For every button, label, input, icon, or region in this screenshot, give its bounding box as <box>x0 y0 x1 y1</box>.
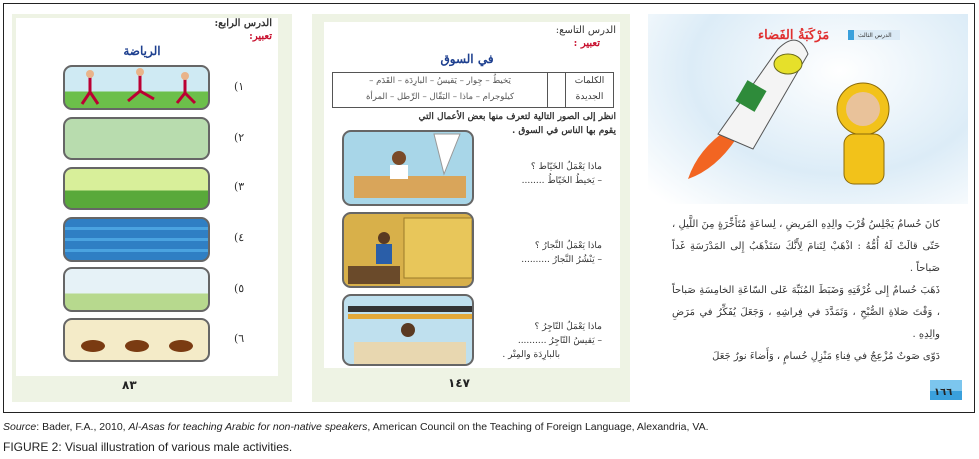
middle-page-title: في السوق <box>440 52 494 66</box>
source-title: Al-Asas for teaching Arabic for non-native speakers <box>128 421 368 433</box>
answer-merchant: – يَقيسُ التّاجِرُ .......... <box>517 336 602 346</box>
middle-textbook-page <box>312 14 630 402</box>
horse-race-illustration <box>63 318 210 362</box>
item-number: ٦) <box>234 332 245 345</box>
figure-caption-text: Visual illustration of various male activities. <box>61 440 293 454</box>
question-tailor: ماذا يَعْمَلُ الخَيّاط ؟ <box>530 162 602 172</box>
right-textbook-page <box>648 14 968 402</box>
answer-carpenter: – يَنْشُرُ النَّجارُ .......... <box>521 255 602 265</box>
item-number: ٥) <box>234 282 245 295</box>
right-page-title: مَرْكَبَةُ الفَضاء <box>758 28 830 43</box>
source-text: : Bader, F.A., 2010, <box>36 421 129 433</box>
vocab-label-cell <box>565 73 613 107</box>
left-page-title: الرياضة <box>123 44 161 58</box>
tailor-illustration <box>342 130 474 206</box>
left-lesson-label: الدرس الرابع: <box>214 18 272 29</box>
left-textbook-page <box>12 14 292 402</box>
vocab-spacer-cell <box>547 73 565 107</box>
vocab-label-2: الجديدة <box>575 92 604 102</box>
vocab-line: كيلوجرام – ماذا – البَقّال – الرِّطل – المرأة <box>365 92 515 102</box>
question-merchant: ماذا يَعْمَلُ التّاجِرُ ؟ <box>534 322 602 332</box>
question-carpenter: ماذا يَعْمَلُ النَّجارُ ؟ <box>534 241 602 251</box>
item-number: ٢) <box>234 131 245 144</box>
item-number: ٤) <box>234 231 245 244</box>
merchant-illustration <box>342 294 474 366</box>
vocab-words-cell <box>333 73 547 107</box>
carpenter-illustration <box>342 212 474 288</box>
source-citation <box>3 421 709 433</box>
running-illustration <box>63 65 210 110</box>
lesson-tag-text: الدرس الثالث <box>858 31 892 39</box>
story-paragraph: دَوّى صَوتٌ مُزْعِجٌ في فِناءِ مَنْزِلِ حُسامٍ ، وَأَضاءَ نورٌ جَعَلَ <box>712 351 940 362</box>
cycling-team-illustration <box>63 117 210 160</box>
source-label: Source <box>3 421 37 433</box>
story-paragraph: كانَ حُسامٌ يَجْلِسُ قُرْبَ والِدِهِ المَريضِ ، لِساعَةٍ مُتَأَخِّرَةٍ مِنَ اللَّيلِ ، حَتّى قالَتْ لَهُ أُمُّهُ : اذْهَبْ لِتَنامَ لِأَنَّكَ سَتَذْهَبُ إِلى المَدْرَسَةِ غَداً صَباحاً . <box>672 219 940 274</box>
instruction-text: انظر إلى الصور التالية لتعرف منها بعض الأعمال التي يقوم بها الناس في السوق . <box>418 112 616 136</box>
left-section-label: تعبير: <box>249 31 272 42</box>
lesson-tag-marker <box>848 30 854 40</box>
vocabulary-table <box>332 72 614 108</box>
left-page-number: ٨٣ <box>122 378 137 392</box>
swimming-illustration <box>63 217 210 262</box>
vocab-label-1: الكلمات <box>574 76 605 86</box>
item-number: ٣) <box>234 180 245 193</box>
answer-tailor: – يَخيطُ الخَيّاطُ ........ <box>521 176 602 186</box>
right-page-number: ١٦٦ <box>934 387 953 398</box>
figure-caption <box>3 440 292 454</box>
source-rest: , American Council on the Teaching of Foreign Language, Alexandria, VA. <box>367 421 709 433</box>
right-page-number-box <box>930 380 962 400</box>
answer-merchant-cont: بالبارِدَة والمِتْر . <box>502 350 560 360</box>
middle-lesson-label: الدرس التاسع: <box>555 25 616 36</box>
cycling-race-illustration <box>63 167 210 210</box>
figure-label: FIGURE 2: <box>3 440 62 454</box>
middle-section-label: تعبير : <box>573 38 600 49</box>
story-paragraph: ذَهَبَ حُسامٌ إِلى غُرْفَتِهِ وَضَبَطَ المُنَبِّهَ عَلى السّاعَةِ الخامِسَةِ صَباحاً ، وَقْتَ صَلاةِ الصُّبْحِ ، وَتَمَدَّدَ في فِراشِهِ ، وَجَعَلَ يُفَكِّرُ في مَرَضِ والِدِهِ . <box>672 285 940 340</box>
story-text <box>672 214 940 368</box>
item-number: ١) <box>234 80 245 93</box>
middle-page-number: ١٤٧ <box>448 376 470 390</box>
vocab-line: يَخيطُ – جِوار – يَقيسُ – البارِدَة – القَدَم – <box>369 76 511 86</box>
tug-of-war-illustration <box>63 267 210 312</box>
lesson-tag <box>848 30 900 40</box>
